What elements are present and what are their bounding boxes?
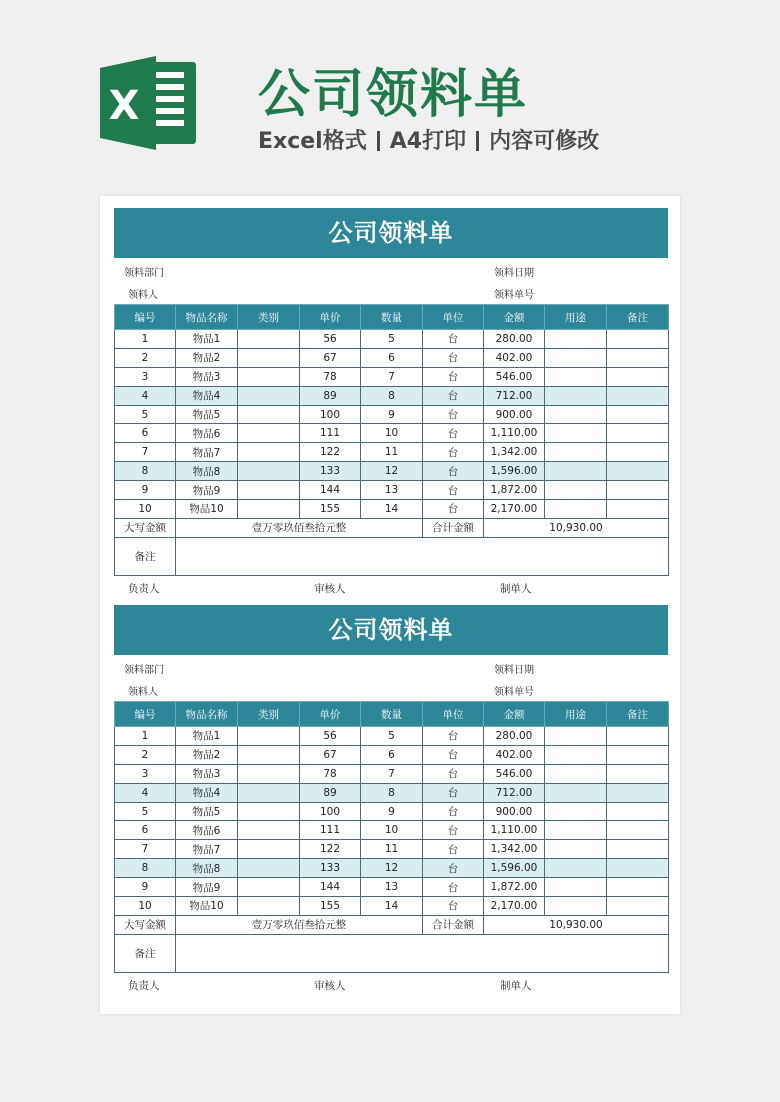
purpose-cell[interactable] [545,500,607,519]
purpose-cell[interactable] [545,424,607,443]
table-header-row [115,702,669,727]
amount-cell[interactable]: 900.00 [484,802,545,821]
item-name-cell[interactable]: 物品9 [176,481,238,500]
purpose-cell[interactable] [545,745,607,764]
purpose-cell[interactable] [545,481,607,500]
quantity-cell[interactable]: 6 [361,348,423,367]
unit-price-cell[interactable]: 100 [300,405,361,424]
amount-cell[interactable]: 1,342.00 [484,840,545,859]
col-header: 金额 [484,702,545,727]
purpose-cell[interactable] [545,367,607,386]
item-category-cell[interactable] [238,330,300,349]
purpose-cell[interactable] [545,405,607,424]
col-header: 类别 [238,702,300,727]
col-header: 备注 [607,702,669,727]
item-category-cell[interactable] [238,745,300,764]
table-row [115,386,669,405]
quantity-cell[interactable]: 13 [361,481,423,500]
unit-cell[interactable]: 台 [423,821,484,840]
quantity-cell[interactable]: 8 [361,386,423,405]
amount-cell[interactable]: 2,170.00 [484,500,545,519]
note-row [115,537,669,575]
col-header: 物品名称 [176,305,238,330]
unit-cell[interactable]: 台 [423,386,484,405]
capital-amount-value[interactable]: 壹万零玖佰叁拾元整 [176,518,423,537]
reviewer-label: 审核人 [314,582,346,595]
item-number-cell[interactable]: 3 [115,367,176,386]
responsible-label: 负责人 [128,582,160,595]
col-header: 单价 [300,305,361,330]
col-header: 物品名称 [176,702,238,727]
unit-price-cell[interactable]: 78 [300,764,361,783]
amount-cell[interactable]: 900.00 [484,405,545,424]
capital-amount-label: 大写金额 [115,915,176,934]
purpose-cell[interactable] [545,821,607,840]
unit-price-cell[interactable]: 89 [300,386,361,405]
excel-icon [100,56,198,150]
unit-cell[interactable]: 台 [423,462,484,481]
person-label: 领料人 [128,687,158,698]
form-title: 公司领料单 [114,605,668,655]
item-category-cell[interactable] [238,764,300,783]
unit-price-cell[interactable]: 67 [300,348,361,367]
reviewer-label: 审核人 [314,979,346,992]
unit-price-cell[interactable]: 111 [300,821,361,840]
quantity-cell[interactable]: 9 [361,802,423,821]
dept-label: 领料部门 [124,665,164,676]
amount-cell[interactable]: 546.00 [484,367,545,386]
quantity-cell[interactable]: 5 [361,330,423,349]
note-row [115,934,669,972]
unit-price-cell[interactable]: 122 [300,443,361,462]
unit-cell[interactable]: 台 [423,745,484,764]
remark-cell[interactable] [607,783,669,802]
unit-price-cell[interactable]: 133 [300,462,361,481]
purpose-cell[interactable] [545,443,607,462]
item-name-cell[interactable]: 物品2 [176,348,238,367]
amount-cell[interactable]: 2,170.00 [484,897,545,916]
unit-cell[interactable]: 台 [423,443,484,462]
remark-cell[interactable] [607,462,669,481]
item-number-cell[interactable]: 3 [115,764,176,783]
item-number-cell[interactable]: 6 [115,424,176,443]
remark-cell[interactable] [607,764,669,783]
unit-cell[interactable]: 台 [423,897,484,916]
unit-cell[interactable]: 台 [423,348,484,367]
amount-cell[interactable]: 1,596.00 [484,462,545,481]
purpose-cell[interactable] [545,348,607,367]
remark-cell[interactable] [607,745,669,764]
item-category-cell[interactable] [238,443,300,462]
amount-cell[interactable]: 1,110.00 [484,821,545,840]
unit-price-cell[interactable]: 111 [300,424,361,443]
amount-cell[interactable]: 402.00 [484,745,545,764]
amount-cell[interactable]: 1,872.00 [484,481,545,500]
item-number-cell[interactable]: 8 [115,462,176,481]
quantity-cell[interactable]: 7 [361,367,423,386]
unit-price-cell[interactable]: 155 [300,500,361,519]
quantity-cell[interactable]: 12 [361,859,423,878]
col-header: 数量 [361,702,423,727]
table-row [115,500,669,519]
unit-price-cell[interactable]: 133 [300,859,361,878]
total-row [115,518,669,537]
item-number-cell[interactable]: 9 [115,878,176,897]
unit-price-cell[interactable]: 155 [300,897,361,916]
page-title: 公司领料单 [258,65,529,125]
table-row [115,462,669,481]
amount-cell[interactable]: 1,596.00 [484,859,545,878]
item-number-cell[interactable]: 5 [115,802,176,821]
total-row [115,915,669,934]
col-header: 用途 [545,702,607,727]
page-subtitle [258,124,599,155]
item-name-cell[interactable]: 物品4 [176,386,238,405]
excel-icon-letter: X [108,83,140,129]
item-name-cell[interactable]: 物品8 [176,462,238,481]
amount-cell[interactable]: 1,872.00 [484,878,545,897]
unit-price-cell[interactable]: 89 [300,783,361,802]
table-row [115,745,669,764]
person-label: 领料人 [128,290,158,301]
amount-cell[interactable]: 1,342.00 [484,443,545,462]
item-name-cell[interactable]: 物品9 [176,878,238,897]
item-category-cell[interactable] [238,727,300,746]
item-number-cell[interactable]: 7 [115,840,176,859]
unit-cell[interactable]: 台 [423,500,484,519]
amount-cell[interactable]: 402.00 [484,348,545,367]
item-category-cell[interactable] [238,481,300,500]
col-header: 编号 [115,702,176,727]
unit-cell[interactable]: 台 [423,878,484,897]
item-number-cell[interactable]: 4 [115,386,176,405]
item-name-cell[interactable]: 物品5 [176,802,238,821]
quantity-cell[interactable]: 11 [361,840,423,859]
table-row [115,764,669,783]
unit-cell[interactable]: 台 [423,330,484,349]
quantity-cell[interactable]: 6 [361,745,423,764]
amount-cell[interactable]: 280.00 [484,330,545,349]
item-name-cell[interactable]: 物品2 [176,745,238,764]
remark-cell[interactable] [607,859,669,878]
quantity-cell[interactable]: 13 [361,878,423,897]
capital-amount-value[interactable]: 壹万零玖佰叁拾元整 [176,915,423,934]
note-value[interactable] [176,537,669,575]
amount-cell[interactable]: 280.00 [484,727,545,746]
unit-cell[interactable]: 台 [423,764,484,783]
remark-cell[interactable] [607,802,669,821]
table-header-row [115,305,669,330]
unit-price-cell[interactable]: 144 [300,481,361,500]
unit-price-cell[interactable]: 56 [300,330,361,349]
item-category-cell[interactable] [238,424,300,443]
remark-cell[interactable] [607,348,669,367]
requisition-form [114,605,668,995]
table-row [115,330,669,349]
item-category-cell[interactable] [238,500,300,519]
table-row [115,840,669,859]
col-header: 类别 [238,305,300,330]
quantity-cell[interactable]: 11 [361,443,423,462]
subtitle-separator [476,131,479,151]
table-row [115,821,669,840]
sum-label: 合计金额 [423,915,484,934]
sum-label: 合计金额 [423,518,484,537]
quantity-cell[interactable]: 9 [361,405,423,424]
item-category-cell[interactable] [238,348,300,367]
purpose-cell[interactable] [545,783,607,802]
quantity-cell[interactable]: 10 [361,821,423,840]
amount-cell[interactable]: 546.00 [484,764,545,783]
item-number-cell[interactable]: 2 [115,745,176,764]
remark-cell[interactable] [607,424,669,443]
table-row [115,348,669,367]
remark-cell[interactable] [607,443,669,462]
item-number-cell[interactable]: 5 [115,405,176,424]
purpose-cell[interactable] [545,802,607,821]
signature-row [114,973,668,995]
note-label: 备注 [115,934,176,972]
item-name-cell[interactable]: 物品1 [176,727,238,746]
item-name-cell[interactable]: 物品1 [176,330,238,349]
item-name-cell[interactable]: 物品7 [176,840,238,859]
remark-cell[interactable] [607,500,669,519]
sum-value[interactable]: 10,930.00 [484,915,669,934]
item-number-cell[interactable]: 8 [115,859,176,878]
quantity-cell[interactable]: 7 [361,764,423,783]
purpose-cell[interactable] [545,764,607,783]
number-label: 领料单号 [494,687,534,698]
item-category-cell[interactable] [238,386,300,405]
table-row [115,878,669,897]
item-name-cell[interactable]: 物品8 [176,859,238,878]
form-title: 公司领料单 [114,208,668,258]
item-name-cell[interactable]: 物品6 [176,821,238,840]
remark-cell[interactable] [607,878,669,897]
col-header: 单价 [300,702,361,727]
table-row [115,783,669,802]
unit-cell[interactable]: 台 [423,783,484,802]
item-number-cell[interactable]: 2 [115,348,176,367]
purpose-cell[interactable] [545,878,607,897]
signature-row [114,576,668,598]
remark-cell[interactable] [607,330,669,349]
amount-cell[interactable]: 712.00 [484,386,545,405]
item-category-cell[interactable] [238,462,300,481]
document-page [100,196,680,1014]
item-name-cell[interactable]: 物品3 [176,764,238,783]
item-number-cell[interactable]: 4 [115,783,176,802]
date-label: 领料日期 [494,665,534,676]
maker-label: 制单人 [500,979,532,992]
remark-cell[interactable] [607,727,669,746]
subtitle-print: A4打印 [389,129,467,154]
quantity-cell[interactable]: 14 [361,500,423,519]
item-category-cell[interactable] [238,783,300,802]
table-row [115,424,669,443]
remark-cell[interactable] [607,386,669,405]
purpose-cell[interactable] [545,386,607,405]
unit-price-cell[interactable]: 144 [300,878,361,897]
purpose-cell[interactable] [545,727,607,746]
purpose-cell[interactable] [545,840,607,859]
item-number-cell[interactable]: 1 [115,330,176,349]
item-name-cell[interactable]: 物品10 [176,500,238,519]
item-number-cell[interactable]: 1 [115,727,176,746]
unit-price-cell[interactable]: 56 [300,727,361,746]
table-row [115,405,669,424]
maker-label: 制单人 [500,582,532,595]
table-row [115,859,669,878]
form-info [114,655,668,701]
col-header: 数量 [361,305,423,330]
table-row [115,367,669,386]
unit-cell[interactable]: 台 [423,424,484,443]
unit-cell[interactable]: 台 [423,367,484,386]
item-number-cell[interactable]: 10 [115,897,176,916]
purpose-cell[interactable] [545,859,607,878]
item-category-cell[interactable] [238,405,300,424]
remark-cell[interactable] [607,367,669,386]
col-header: 用途 [545,305,607,330]
remark-cell[interactable] [607,405,669,424]
date-label: 领料日期 [494,268,534,279]
remark-cell[interactable] [607,481,669,500]
unit-cell[interactable]: 台 [423,405,484,424]
item-category-cell[interactable] [238,878,300,897]
item-category-cell[interactable] [238,840,300,859]
quantity-cell[interactable]: 8 [361,783,423,802]
item-name-cell[interactable]: 物品6 [176,424,238,443]
item-number-cell[interactable]: 10 [115,500,176,519]
item-name-cell[interactable]: 物品4 [176,783,238,802]
purpose-cell[interactable] [545,897,607,916]
capital-amount-label: 大写金额 [115,518,176,537]
remark-cell[interactable] [607,840,669,859]
quantity-cell[interactable]: 5 [361,727,423,746]
subtitle-editable: 内容可修改 [489,129,600,154]
requisition-form [114,208,668,598]
remark-cell[interactable] [607,821,669,840]
col-header: 单位 [423,305,484,330]
item-number-cell[interactable]: 9 [115,481,176,500]
subtitle-separator [377,131,380,151]
unit-price-cell[interactable]: 78 [300,367,361,386]
note-label: 备注 [115,537,176,575]
item-category-cell[interactable] [238,897,300,916]
number-label: 领料单号 [494,290,534,301]
items-table [114,701,669,973]
unit-cell[interactable]: 台 [423,802,484,821]
table-row [115,481,669,500]
quantity-cell[interactable]: 12 [361,462,423,481]
unit-price-cell[interactable]: 67 [300,745,361,764]
dept-label: 领料部门 [124,268,164,279]
item-category-cell[interactable] [238,821,300,840]
item-number-cell[interactable]: 6 [115,821,176,840]
col-header: 金额 [484,305,545,330]
item-name-cell[interactable]: 物品3 [176,367,238,386]
amount-cell[interactable]: 1,110.00 [484,424,545,443]
page-header [0,0,780,190]
item-category-cell[interactable] [238,802,300,821]
responsible-label: 负责人 [128,979,160,992]
unit-price-cell[interactable]: 122 [300,840,361,859]
item-category-cell[interactable] [238,367,300,386]
items-table [114,304,669,576]
table-row [115,897,669,916]
subtitle-format: Excel格式 [258,129,367,154]
col-header: 单位 [423,702,484,727]
unit-cell[interactable]: 台 [423,840,484,859]
item-name-cell[interactable]: 物品5 [176,405,238,424]
item-name-cell[interactable]: 物品7 [176,443,238,462]
form-info [114,258,668,304]
table-row [115,727,669,746]
quantity-cell[interactable]: 10 [361,424,423,443]
amount-cell[interactable]: 712.00 [484,783,545,802]
unit-cell[interactable]: 台 [423,481,484,500]
item-name-cell[interactable]: 物品10 [176,897,238,916]
remark-cell[interactable] [607,897,669,916]
purpose-cell[interactable] [545,462,607,481]
unit-cell[interactable]: 台 [423,859,484,878]
quantity-cell[interactable]: 14 [361,897,423,916]
sum-value[interactable]: 10,930.00 [484,518,669,537]
note-value[interactable] [176,934,669,972]
unit-cell[interactable]: 台 [423,727,484,746]
purpose-cell[interactable] [545,330,607,349]
table-row [115,802,669,821]
item-number-cell[interactable]: 7 [115,443,176,462]
item-category-cell[interactable] [238,859,300,878]
table-row [115,443,669,462]
unit-price-cell[interactable]: 100 [300,802,361,821]
col-header: 备注 [607,305,669,330]
col-header: 编号 [115,305,176,330]
